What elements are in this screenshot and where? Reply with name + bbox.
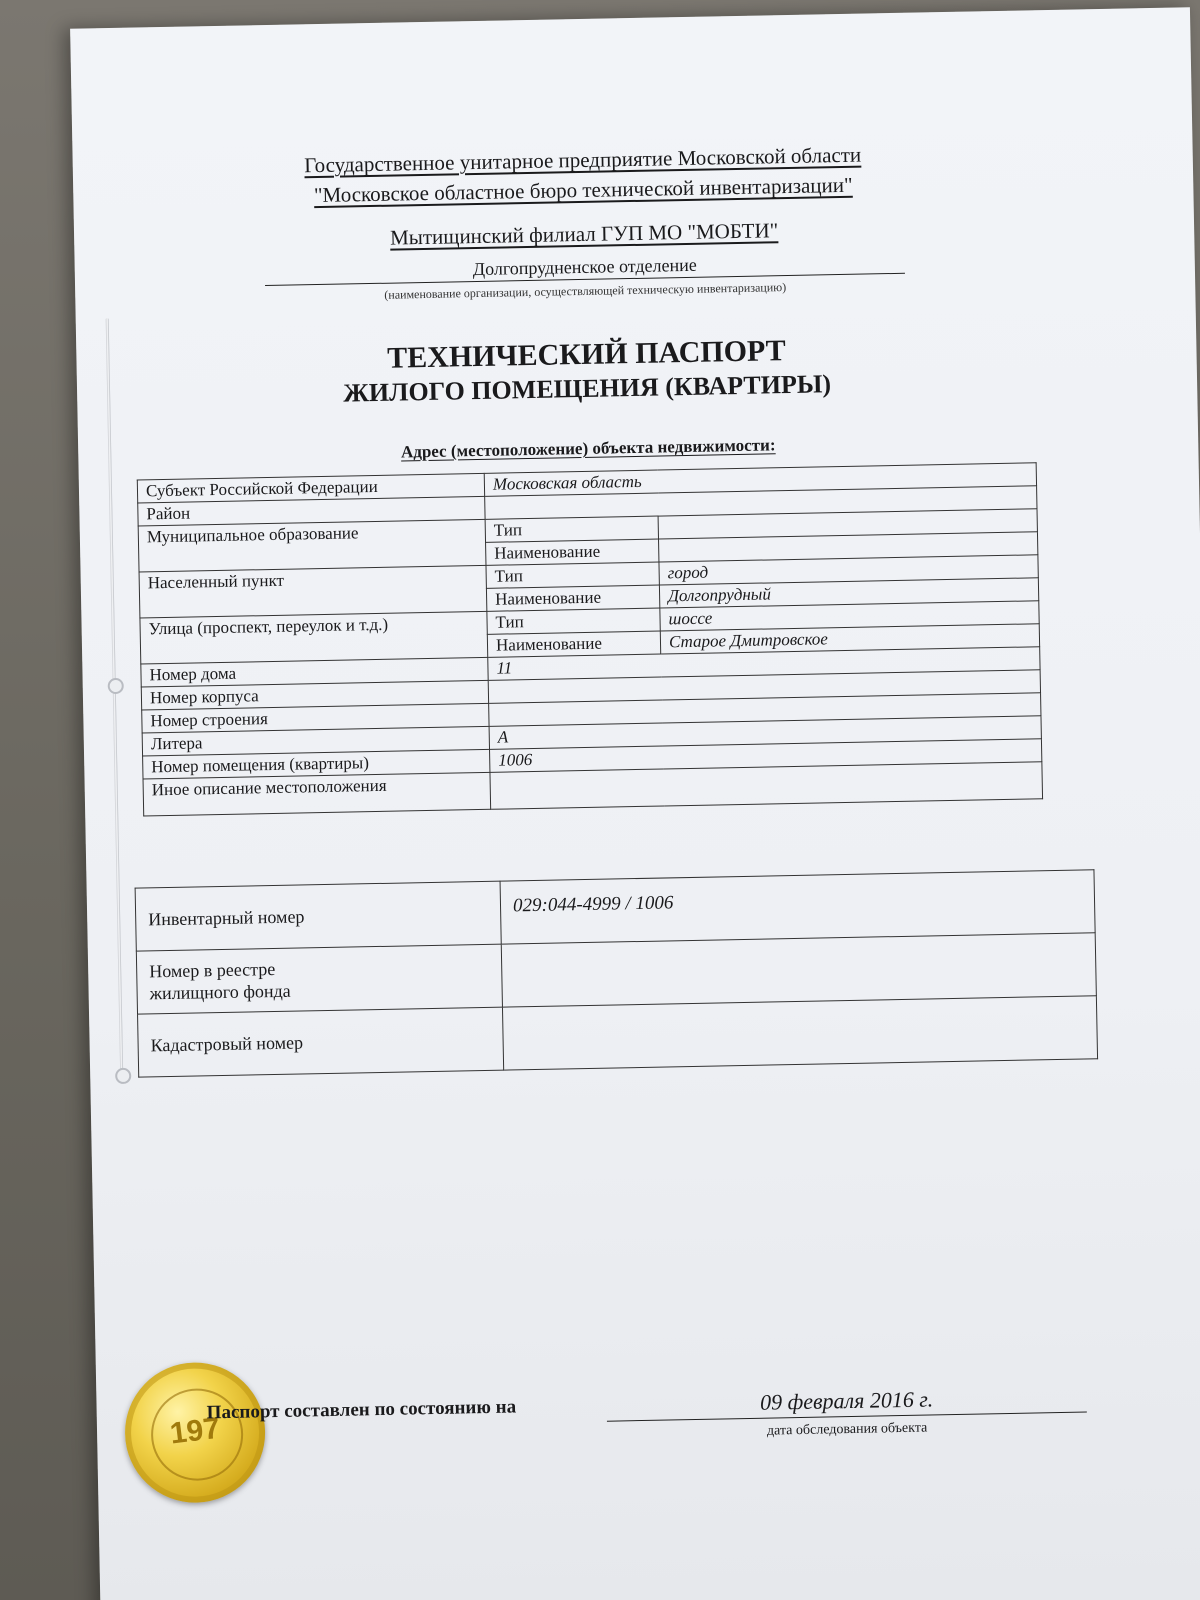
street-type-value: шоссе	[660, 601, 1039, 631]
settlement-label: Населенный пункт	[139, 565, 487, 618]
housing-fund-label	[136, 944, 502, 1014]
apartment-value: 1006	[490, 739, 1042, 773]
address-table	[137, 462, 1043, 816]
house-value: 11	[488, 647, 1040, 681]
housing-fund-value	[501, 933, 1096, 1007]
binding-thread	[106, 318, 124, 1078]
gold-seal-icon	[124, 1361, 267, 1504]
apartment-label: Номер помещения (квартиры)	[143, 749, 490, 779]
settlement-name-label: Наименование	[486, 585, 659, 611]
street-type-label: Тип	[487, 608, 660, 634]
municipal-name-label: Наименование	[486, 539, 659, 565]
address-heading: Адрес (местоположение) объекта недвижимости:	[400, 435, 776, 462]
title-line2: ЖИЛОГО ПОМЕЩЕНИЯ (КВАРТИРЫ)	[342, 369, 832, 408]
organization-branch: Мытищинский филиал ГУП МО "МОБТИ"	[389, 218, 779, 250]
cadastral-number-label: Кадастровый номер	[138, 1007, 504, 1077]
municipal-label: Муниципальное образование	[138, 519, 486, 572]
district-label: Район	[138, 496, 485, 526]
subject-label: Субъект Российской Федерации	[137, 473, 484, 503]
settlement-type-value: город	[659, 555, 1038, 585]
document-page	[70, 7, 1200, 1600]
housing-fund-label-line2: жилищного фонда	[149, 980, 291, 1004]
organization-caption: (наименование организации, осуществляющей техническую инвентаризацию)	[384, 280, 787, 302]
binding-knot-icon	[108, 678, 124, 694]
organization-name-line2: "Московское областное бюро технической инвентаризации"	[313, 172, 853, 208]
seal-number: 197	[168, 1411, 222, 1451]
letter-label: Литера	[142, 726, 489, 756]
settlement-type-label: Тип	[486, 562, 659, 588]
title-line1: ТЕХНИЧЕСКИЙ ПАСПОРТ	[386, 334, 786, 375]
inventory-number-value: 029:044-4999 / 1006	[500, 870, 1095, 944]
survey-date: 09 февраля 2016 г.	[606, 1381, 1087, 1421]
cadastral-number-value	[502, 996, 1097, 1070]
letter-value: А	[489, 716, 1041, 750]
binding-knot-icon	[115, 1068, 131, 1084]
survey-date-caption: дата обследования объекта	[766, 1420, 928, 1439]
housing-fund-label-line1: Номер в реестре	[149, 958, 276, 982]
settlement-name-value: Долгопрудный	[659, 578, 1038, 608]
street-name-label: Наименование	[487, 631, 660, 657]
organization-block	[222, 138, 945, 306]
footer-block	[206, 1371, 1106, 1439]
building-label: Номер корпуса	[141, 680, 488, 710]
footer-label: Паспорт составлен по состоянию на	[206, 1396, 517, 1424]
registry-table	[135, 869, 1098, 1077]
document-title	[226, 330, 947, 412]
organization-department: Долгопрудненское отделение	[472, 254, 697, 280]
street-label: Улица (проспект, переулок и т.д.)	[140, 611, 488, 664]
structure-label: Номер строения	[142, 703, 489, 733]
street-name-value: Старое Дмитровское	[660, 624, 1039, 654]
house-label: Номер дома	[141, 657, 488, 687]
municipal-type-label: Тип	[485, 516, 658, 542]
other-location-label: Иное описание местоположения	[143, 772, 491, 816]
organization-name-line1: Государственное унитарное предприятие Московской области	[304, 142, 862, 178]
inventory-number-label: Инвентарный номер	[135, 881, 501, 951]
subject-value: Московская область	[484, 463, 1036, 497]
